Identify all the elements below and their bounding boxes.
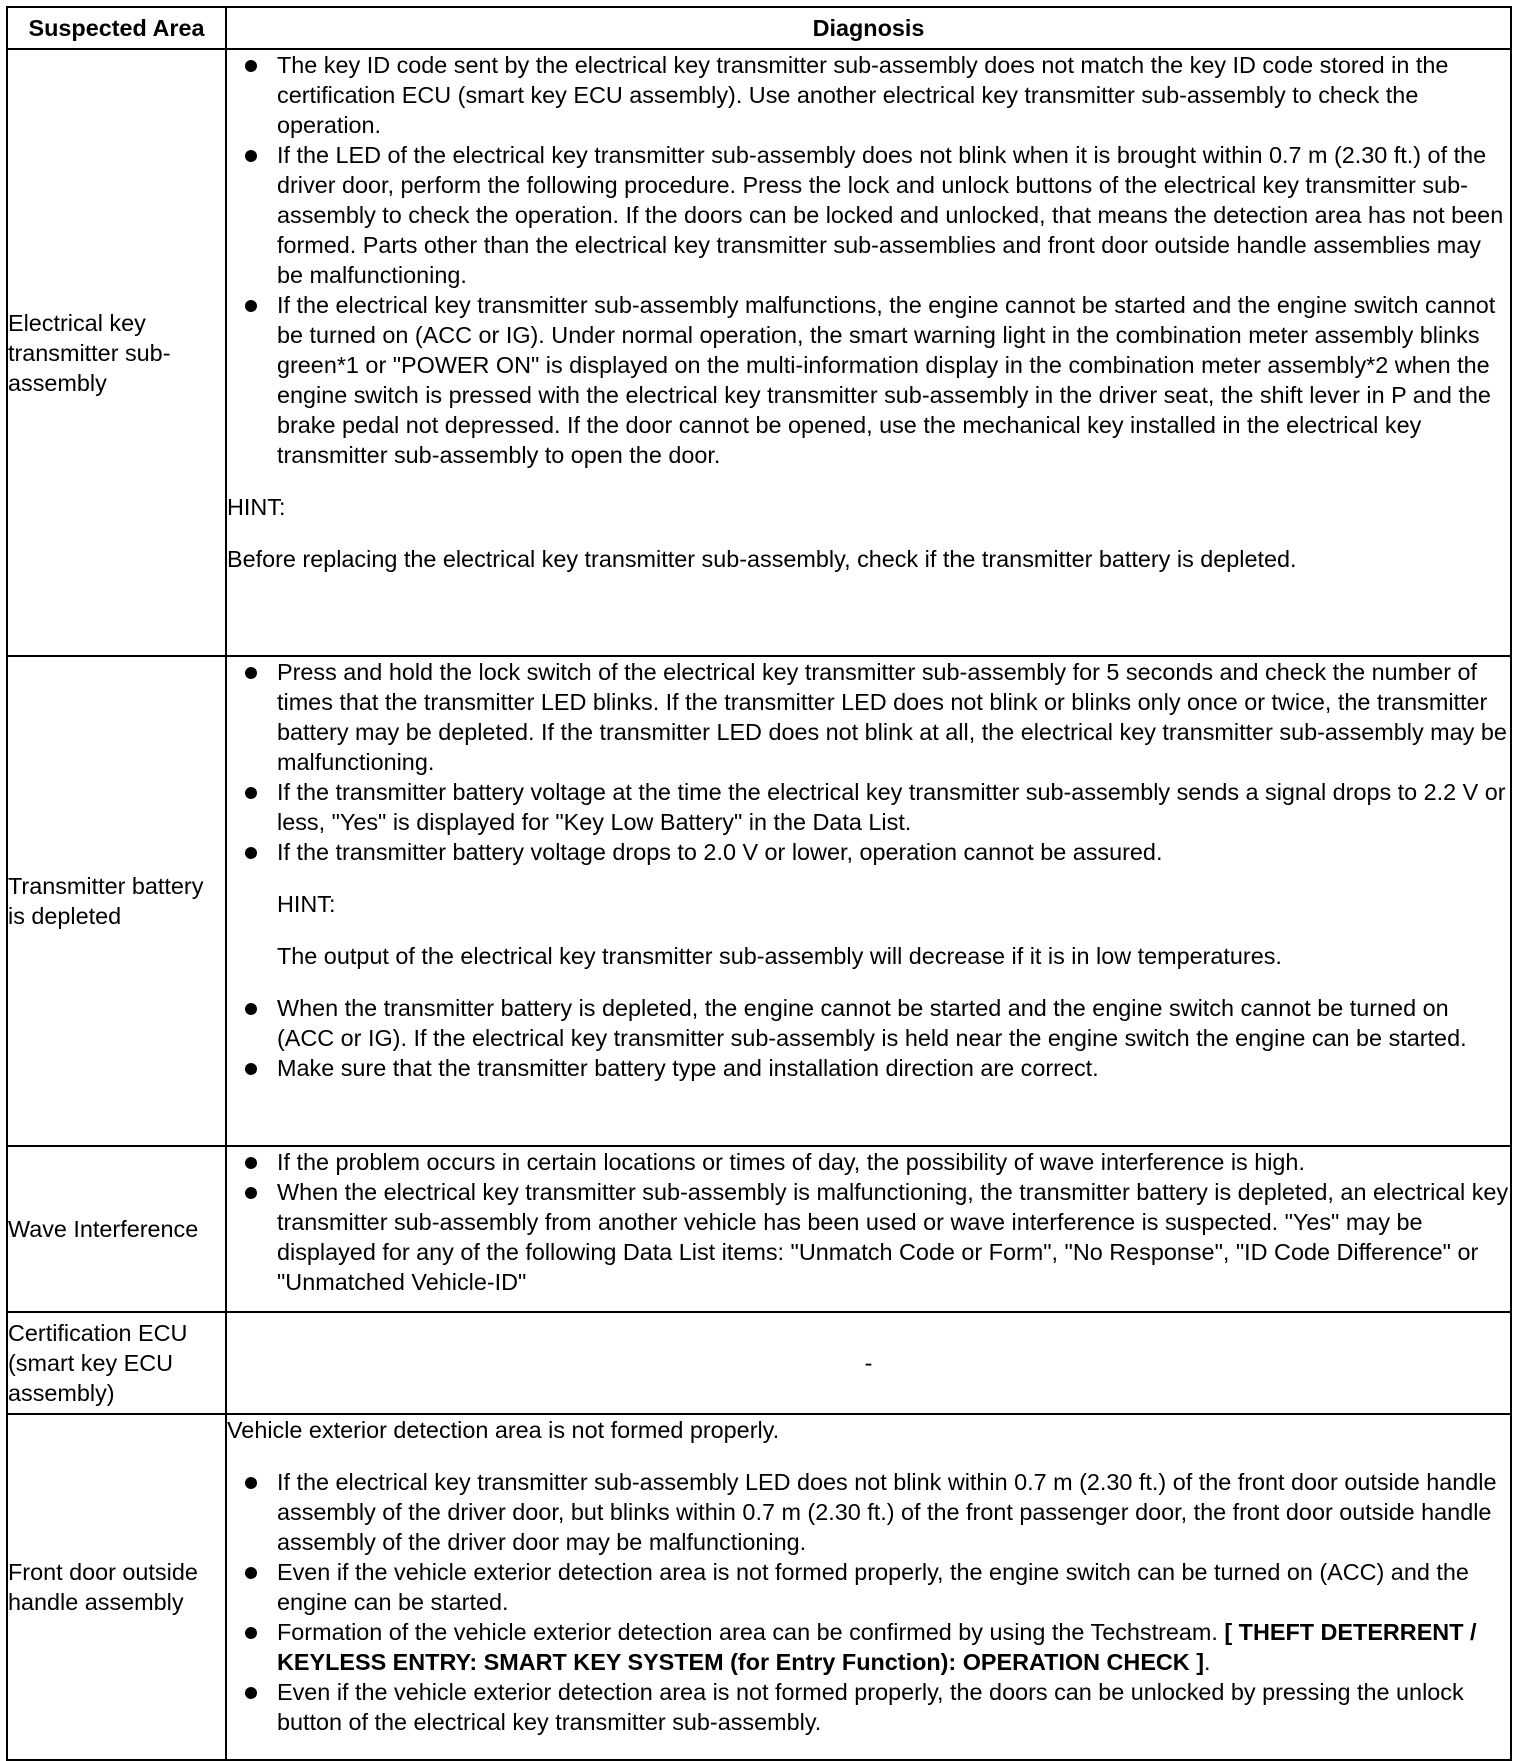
list-item: Even if the vehicle exterior detection area is not formed properly, the doors can be unlocked by pressing the unlock button of the electrical key transmitter sub-assembly. <box>227 1677 1510 1737</box>
bullet-list <box>227 657 1510 867</box>
list-item <box>227 1617 1510 1677</box>
table-row <box>7 1312 1511 1414</box>
diagnosis-cell: - <box>226 1312 1511 1414</box>
bullet-list <box>227 1147 1510 1297</box>
diagnosis-table <box>6 6 1512 1761</box>
operation-check-link[interactable]: [ THEFT DETERRENT / KEYLESS ENTRY: SMART KEY SYSTEM (for Entry Function): OPERATION CHECK ] <box>277 1619 1477 1675</box>
list-item: If the electrical key transmitter sub-assembly malfunctions, the engine cannot be started and the engine switch cannot be turned on (ACC or IG). Under normal operation, the smart warning light in the combination meter assembly blinks green*1 or "POWER ON" is displayed on the multi-information display in the combination meter assembly*2 when the engine switch is pressed with the electrical key transmitter sub-assembly in the driver seat, the shift lever in P and the brake pedal not depressed. If the door cannot be opened, use the mechanical key installed in the electrical key transmitter sub-assembly to open the door. <box>227 290 1510 470</box>
header-row <box>7 7 1511 49</box>
period: . <box>1204 1649 1211 1675</box>
list-item: Even if the vehicle exterior detection area is not formed properly, the engine switch can be turned on (ACC) and the engine can be started. <box>227 1557 1510 1617</box>
diagnosis-cell <box>226 1414 1511 1760</box>
list-item: When the electrical key transmitter sub-assembly is malfunctioning, the transmitter battery is depleted, an electrical key transmitter sub-assembly from another vehicle has been used or wave interference is suspected. "Yes" may be displayed for any of the following Data List items: "Unmatch Code or Form", "No Response", "ID Code Difference" or "Unmatched Vehicle-ID" <box>227 1177 1510 1297</box>
suspected-area-cell: Wave Interference <box>7 1146 226 1312</box>
diagnosis-cell <box>226 1146 1511 1312</box>
hint-text: Before replacing the electrical key transmitter sub-assembly, check if the transmitter battery is depleted. <box>227 546 1297 572</box>
techstream-text: Formation of the vehicle exterior detection area can be confirmed by using the Techstream. <box>277 1619 1218 1645</box>
table-row <box>7 49 1511 656</box>
intro-text: Vehicle exterior detection area is not formed properly. <box>227 1417 780 1443</box>
bullet-list <box>227 993 1510 1083</box>
bullet-list <box>227 1467 1510 1737</box>
table-row <box>7 1146 1511 1312</box>
table-row <box>7 1414 1511 1760</box>
suspected-area-cell: Electrical key transmitter sub-assembly <box>7 49 226 656</box>
hint-text: The output of the electrical key transmitter sub-assembly will decrease if it is in low temperatures. <box>277 943 1282 969</box>
list-item: Press and hold the lock switch of the electrical key transmitter sub-assembly for 5 seconds and check the number of times that the transmitter LED blinks. If the transmitter LED does not blink or blinks only once or twice, the transmitter battery may be depleted. If the transmitter LED does not blink at all, the electrical key transmitter sub-assembly may be malfunctioning. <box>227 657 1510 777</box>
list-item: If the LED of the electrical key transmitter sub-assembly does not blink when it is brought within 0.7 m (2.30 ft.) of the driver door, perform the following procedure. Press the lock and unlock buttons of the electrical key transmitter sub-assembly to check the operation. If the doors can be locked and unlocked, that means the detection area has not been formed. Parts other than the electrical key transmitter sub-assemblies and front door outside handle assemblies may be malfunctioning. <box>227 140 1510 290</box>
list-item: Make sure that the transmitter battery type and installation direction are correct. <box>227 1053 1510 1083</box>
suspected-area-cell: Front door outside handle assembly <box>7 1414 226 1760</box>
table-row <box>7 656 1511 1146</box>
header-diagnosis: Diagnosis <box>226 7 1511 49</box>
list-item: When the transmitter battery is depleted, the engine cannot be started and the engine switch cannot be turned on (ACC or IG). If the electrical key transmitter sub-assembly is held near the engine switch the engine can be started. <box>227 993 1510 1053</box>
list-item: If the problem occurs in certain locations or times of day, the possibility of wave interference is high. <box>227 1147 1510 1177</box>
suspected-area-cell: Certification ECU (smart key ECU assembly) <box>7 1312 226 1414</box>
hint-label: HINT: <box>227 494 286 520</box>
list-item: If the electrical key transmitter sub-assembly LED does not blink within 0.7 m (2.30 ft.) of the front door outside handle assembly of the driver door, but blinks within 0.7 m (2.30 ft.) of the front passenger door, the front door outside handle assembly of the driver door may be malfunctioning. <box>227 1467 1510 1557</box>
bullet-list <box>227 50 1510 470</box>
diagnosis-cell <box>226 656 1511 1146</box>
header-suspected-area: Suspected Area <box>7 7 226 49</box>
list-item: If the transmitter battery voltage drops to 2.0 V or lower, operation cannot be assured. <box>227 837 1510 867</box>
hint-label: HINT: <box>277 891 336 917</box>
suspected-area-cell: Transmitter battery is depleted <box>7 656 226 1146</box>
diagnosis-cell <box>226 49 1511 656</box>
list-item: The key ID code sent by the electrical key transmitter sub-assembly does not match the key ID code stored in the certification ECU (smart key ECU assembly). Use another electrical key transmitter sub-assembly to check the operation. <box>227 50 1510 140</box>
list-item: If the transmitter battery voltage at the time the electrical key transmitter sub-assembly sends a signal drops to 2.2 V or less, "Yes" is displayed for "Key Low Battery" in the Data List. <box>227 777 1510 837</box>
